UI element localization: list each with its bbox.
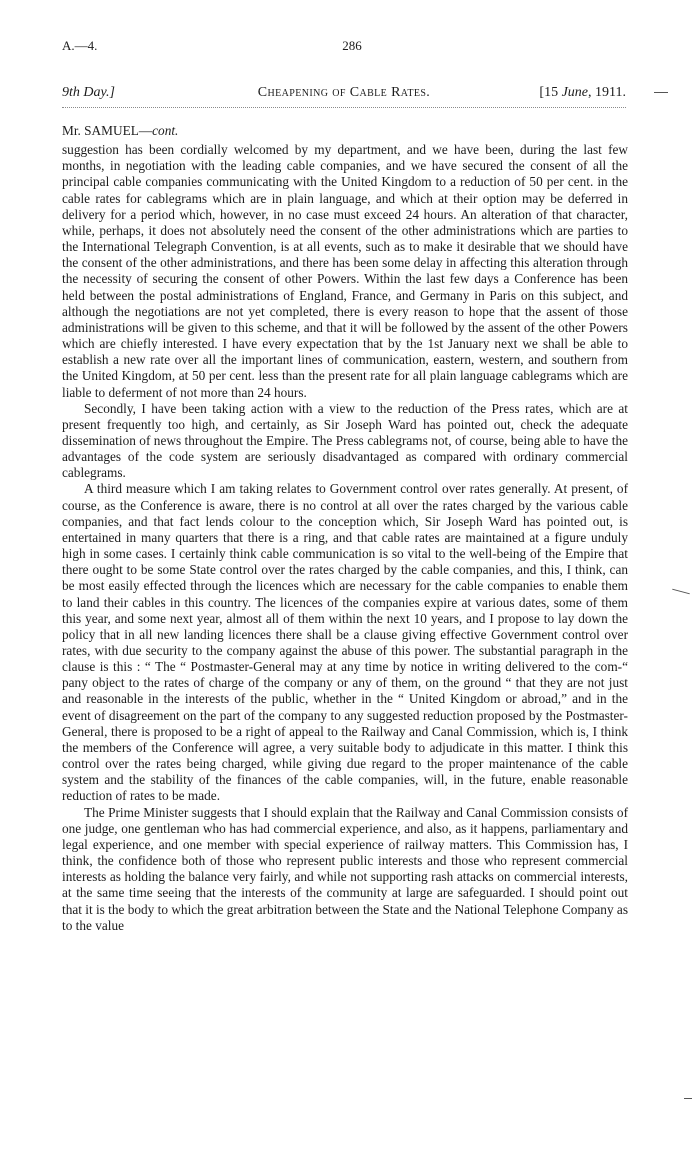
running-header [62,85,626,105]
paragraph-4: The Prime Minister suggests that I should explain that the Railway and Canal Commission consists of one judge, one gentleman who has had commercial experience, and also, as it happens, parliamentary and legal experience, and one member with special experience of railway matters. This Commission has, I think, the confidence both of those who represent public interests and those who represent commercial interests as holding the balance very fairly, and while not supporting rash attacks on commercial interests, at the same time seeing that the interests of the community at large are safeguarded. I should point out that it is the body to which the great arbitration between the State and the National Telephone Company as to the value [62,804,629,933]
page-number: 286 [342,38,362,53]
paragraph-2: Secondly, I have been taking action with a view to the reduction of the Press rates, which are at present frequently too high, and certainly, as Sir Joseph Ward has pointed out, check the adequate dissemination of news throughout the Empire. The Press cablegrams not, of course, being able to have the advantages of the code system are seriously disadvantaged as compared with ordinary commercial cablegrams. [62,400,628,481]
paragraph-1: suggestion has been cordially welcomed by my department, and we have been, during the last few months, in negotiation with the leading cable companies, and we have secured the consent of all the principal cable companies communicating with the United Kingdom to a reduction of 50 per cent. in the cable rates for cablegrams which are in plain language, and which at their option may be deferred in delivery for a period which, however, in no case must exceed 24 hours. An alteration of that character, while, perhaps, it does not absolutely need the consent of the other administrations which are parties to the International Telegraph Convention, is at all events, such as to make it desirable that we should have the consent of the other administrations, and there has been some delay in affecting this alteration through the necessity of securing the consent of other Powers. Within the last few days a Conference has been held between the postal administrations of England, France, and Germany in Paris on this subject, and although the negotiations are not yet completed, there is every reason to hope that the assent of those administrations will be given to this scheme, and that it will be followed by the assent of the other Powers which are chiefly interested. I have every expectation that by the 1st January next we shall be able to establish a new rate over all the important lines of communication, eastern, western, and southern from the United Kingdom, at 50 per cent. less than the present rate for all plain language cablegrams which are liable to deferment of not more than 24 hours. [62,142,628,400]
header-date-month: June [561,85,589,100]
speaker-name: Mr. SAMUEL— [62,123,153,138]
header-day: 9th Day.] [62,85,115,100]
main-text [62,123,628,934]
header-title: Cheapening of Cable Rates. [257,85,431,100]
paragraph-3: A third measure which I am taking relates to Government control over rates generally. At present, of course, as the Conference is aware, there is no control at all over the rates charged by the various cable companies, and that fact lends colour to the conception which, Sir Joseph Ward has pointed out, is entertained in many quarters that there is a ring, and that cable rates are maintained at a figure unduly high in some cases. I certainly think cable communication is so vital to the well-being of the Empire that there ought to be some State control over the rates charged by the cable companies, and this, I think, can be most easily effected through the licences which are necessary for the cable companies to enable them to land their cables in this country. The licences of the companies expire at various dates, some of them this year, and some next year, almost all of them within the next 10 years, and I propose to lay down the policy that in all new landing licences there shall be a clause giving effective Government control over rates, with due security to the company against the abuse of this power. The substantial paragraph in the clause is this : “ The “ Postmaster-General may at any time by notice in writing delivered to the com-“ pany object to the rates of charge of the company or any of them, on the ground “ that they are not just and reasonable in the interests of the public, whether in the “ United Kingdom or abroad,” and in the event of disagreement on the part of the company to any suggested reduction proposed by the Postmaster-General, there is proposed to be a right of appeal to the Railway and Canal Commission, which is, I think the members of the Conference will agree, a very suitable body to adjudicate in this matter. I think this control over the rates being charged, while giving due regard to the proper maintenance of the cable system and the stability of the finances of the cable companies, will, in the future, enable reasonable reduction of rates to be made. [62,481,628,804]
speaker-line [62,123,628,139]
margin-mark [654,92,668,93]
speaker-continued: cont. [152,123,179,138]
header-date [539,85,626,101]
header-date-prefix: [15 [539,85,562,100]
document-reference: A.—4. [62,38,98,53]
margin-mark [672,589,690,595]
header-date-suffix: , 1911. [588,85,626,100]
margin-mark [684,1098,692,1099]
header-rule [62,107,626,108]
